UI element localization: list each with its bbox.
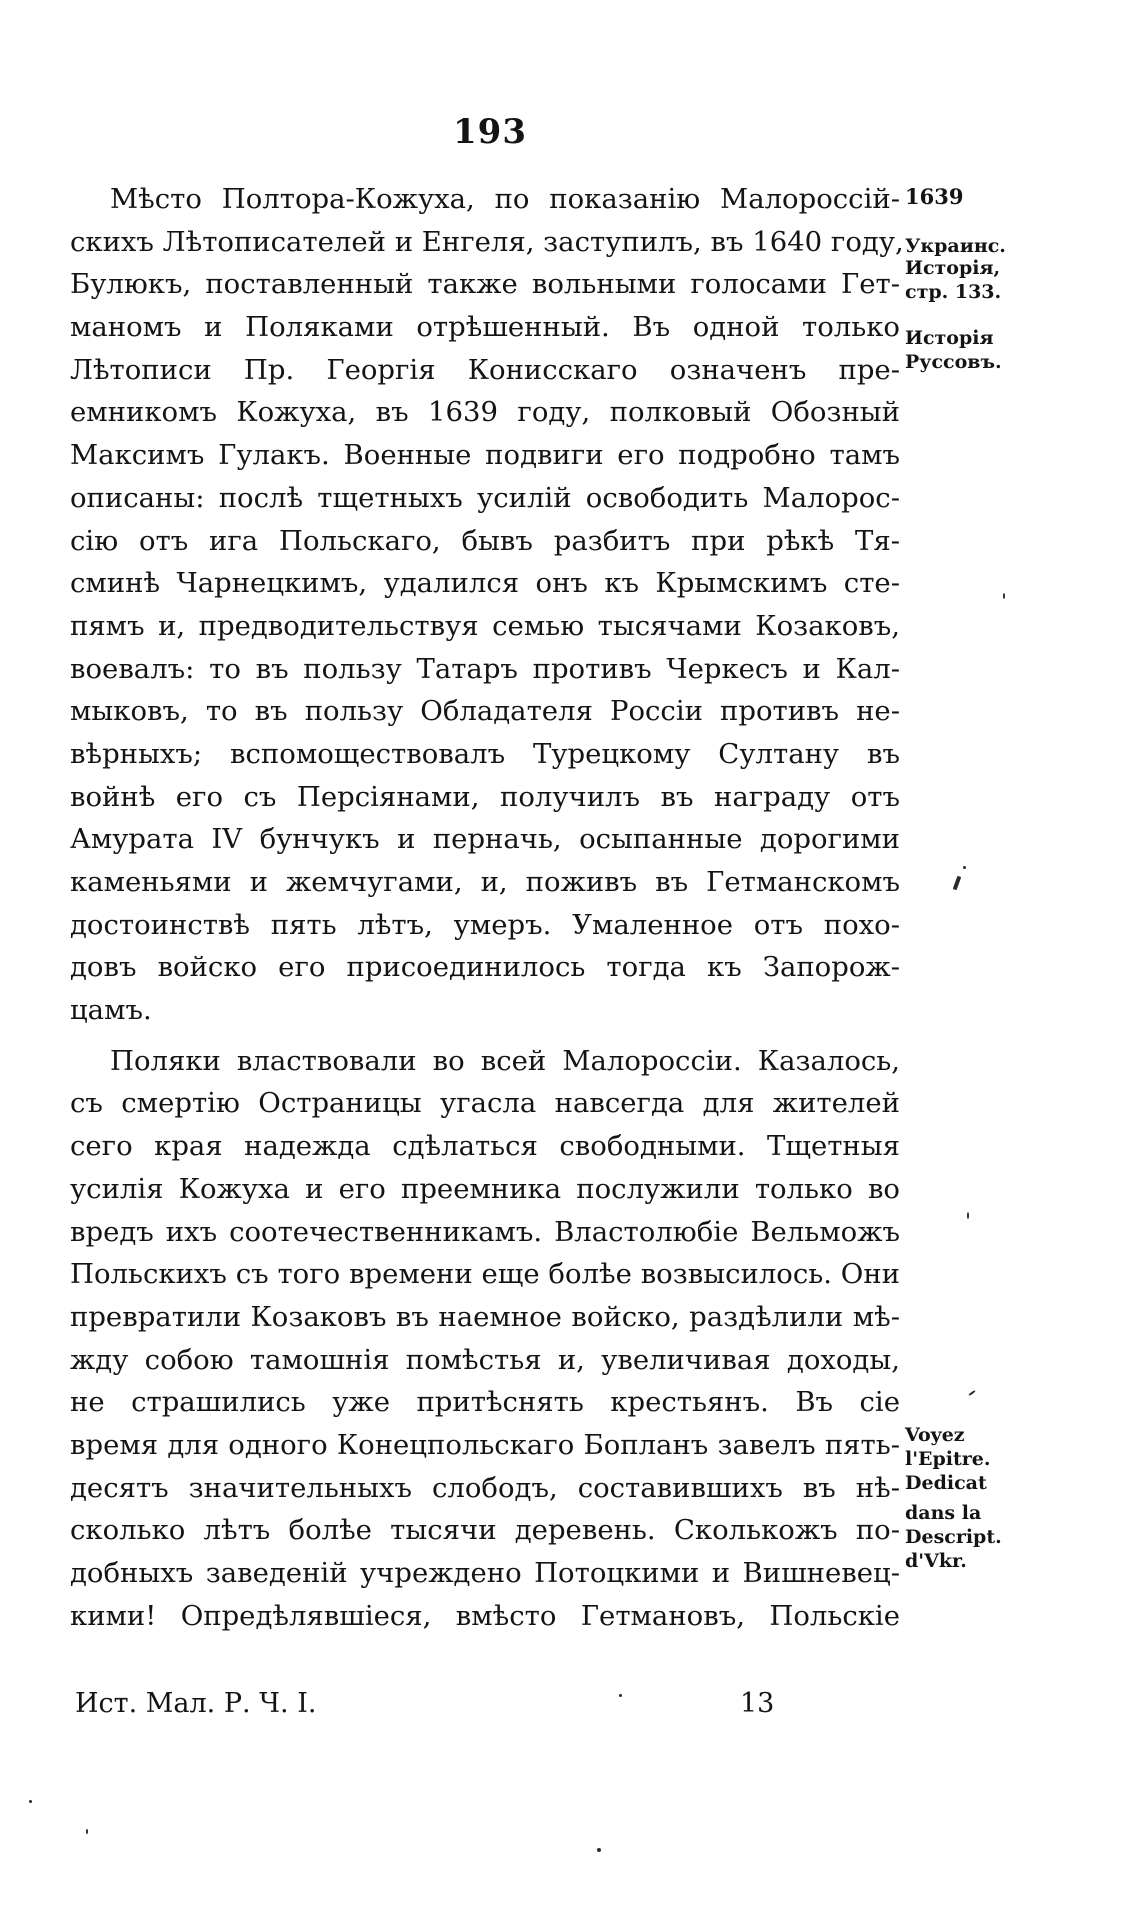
footer-sheet-number: 13 bbox=[740, 1688, 775, 1719]
text-line: сколько лѣтъ болѣе тысячи деревень. Сколькожъ по- bbox=[70, 1514, 900, 1547]
text-line: достоинствѣ пять лѣтъ, умеръ. Умаленное отъ похо- bbox=[70, 908, 900, 941]
text-line: Польскихъ съ того времени еще болѣе возвысилось. Они bbox=[70, 1258, 900, 1291]
margin-note-ukr-line: Украинс. bbox=[905, 235, 1006, 257]
text-line: вѣрныхъ; вспомоществовалъ Турецкому Султану въ bbox=[70, 737, 900, 770]
text-line: жду собою тамошнія помѣстья и, увеличивая доходы, bbox=[70, 1343, 900, 1376]
text-line: десятъ значительныхъ слободъ, составившихъ въ нѣ- bbox=[70, 1471, 900, 1504]
text-line: емникомъ Кожуха, въ 1639 году, полковый Обозный bbox=[70, 396, 900, 429]
text-line: каменьями и жемчугами, и, поживъ въ Гетманскомъ bbox=[70, 866, 900, 898]
margin-note-voyez-line: Dedicat bbox=[905, 1472, 987, 1494]
text-line: мыковъ, то въ пользу Обладателя Россіи противъ не- bbox=[70, 695, 900, 728]
text-line: время для одного Конецпольскаго Бопланъ завелъ пять- bbox=[70, 1428, 900, 1461]
text-line: Мѣсто Полтора-Кожуха, по показанію Малороссій- bbox=[110, 183, 900, 215]
scan-speck bbox=[29, 1800, 32, 1803]
text-line: Поляки властвовали во всей Малороссіи. Казалось, bbox=[110, 1044, 900, 1077]
text-line: сего края надежда сдѣлаться свободными. Тщетныя bbox=[70, 1130, 900, 1163]
scan-speck bbox=[597, 1848, 601, 1852]
text-line: Лѣтописи Пр. Георгія Конисскаго означенъ пре- bbox=[70, 353, 900, 386]
margin-note-year: 1639 bbox=[905, 184, 964, 209]
text-line: маномъ и Поляками отрѣшенный. Въ одной только bbox=[70, 311, 900, 344]
text-line: Булюкъ, поставленный также вольными голосами Гет- bbox=[70, 268, 900, 301]
text-line: войнѣ его съ Персіянами, получилъ въ награду отъ bbox=[70, 780, 900, 813]
text-line: скихъ Лѣтописателей и Енгеля, заступилъ, въ 1640 году, bbox=[70, 225, 904, 258]
footer bbox=[70, 1684, 900, 1724]
text-line: описаны: послѣ тщетныхъ усилій освободить Малорос- bbox=[70, 481, 900, 514]
scan-speck bbox=[953, 876, 962, 891]
margin-note-rus-line: Руссовъ. bbox=[905, 351, 1002, 373]
text-line: сминѣ Чарнецкимъ, удалился онъ къ Крымскимъ сте- bbox=[70, 567, 900, 600]
text-line: кими! Опредѣлявшіеся, вмѣсто Гетмановъ, Польскіе bbox=[70, 1599, 900, 1632]
margin-note-voyez-line: l'Epitre. bbox=[905, 1448, 991, 1470]
margin-note-rus-line: Исторія bbox=[905, 327, 994, 349]
body-text bbox=[70, 178, 904, 1637]
scan-speck bbox=[963, 866, 966, 869]
text-line: воевалъ: то въ пользу Татаръ противъ Черкесъ и Кал- bbox=[70, 652, 900, 685]
text-line: цамъ. bbox=[70, 994, 152, 1027]
text-line: Амурата IV бунчукъ и перначь, осыпанные дорогими bbox=[70, 823, 900, 856]
margin-note-voyez-line: d'Vkr. bbox=[905, 1550, 967, 1572]
margin-note-ukr-line: Исторія, bbox=[905, 257, 1001, 279]
margin-note-voyez-line: dans la bbox=[905, 1502, 982, 1524]
text-line: сію отъ ига Польскаго, бывъ разбитъ при рѣкѣ Тя- bbox=[70, 524, 900, 557]
text-line: вредъ ихъ соотечественникамъ. Властолюбіе Вельможъ bbox=[70, 1215, 900, 1248]
paragraph-gap bbox=[70, 1032, 900, 1040]
margin-note-voyez-line: Descript. bbox=[905, 1526, 1002, 1548]
text-line: довъ войско его присоединилось тогда къ Запорож- bbox=[70, 951, 900, 984]
text-line: не страшились уже притѣснять крестьянъ. Въ сіе bbox=[70, 1386, 900, 1419]
text-line: съ смертію Остраницы угасла навсегда для жителей bbox=[70, 1087, 900, 1120]
scan-speck bbox=[968, 1390, 976, 1396]
margin-note-ukr-line: стр. 133. bbox=[905, 281, 1002, 303]
text-line: пямъ и, предводительствуя семью тысячами Козаковъ, bbox=[70, 609, 900, 642]
text-line: добныхъ заведеній учреждено Потоцкими и Вишневец- bbox=[70, 1557, 900, 1589]
margin-note-voyez-line: Voyez bbox=[905, 1424, 965, 1446]
scan-speck bbox=[86, 1829, 88, 1834]
scan-speck bbox=[1003, 593, 1005, 599]
text-line: усилія Кожуха и его преемника послужили только во bbox=[70, 1172, 900, 1205]
text-line: превратили Козаковъ въ наемное войско, раздѣлили мѣ- bbox=[70, 1300, 900, 1333]
scan-speck bbox=[619, 1694, 622, 1697]
scan-speck bbox=[967, 1212, 969, 1219]
footer-signature: Ист. Мал. Р. Ч. I. bbox=[75, 1688, 317, 1719]
page-number: 193 bbox=[453, 112, 527, 152]
text-line: Максимъ Гулакъ. Военные подвиги его подробно тамъ bbox=[70, 439, 900, 472]
